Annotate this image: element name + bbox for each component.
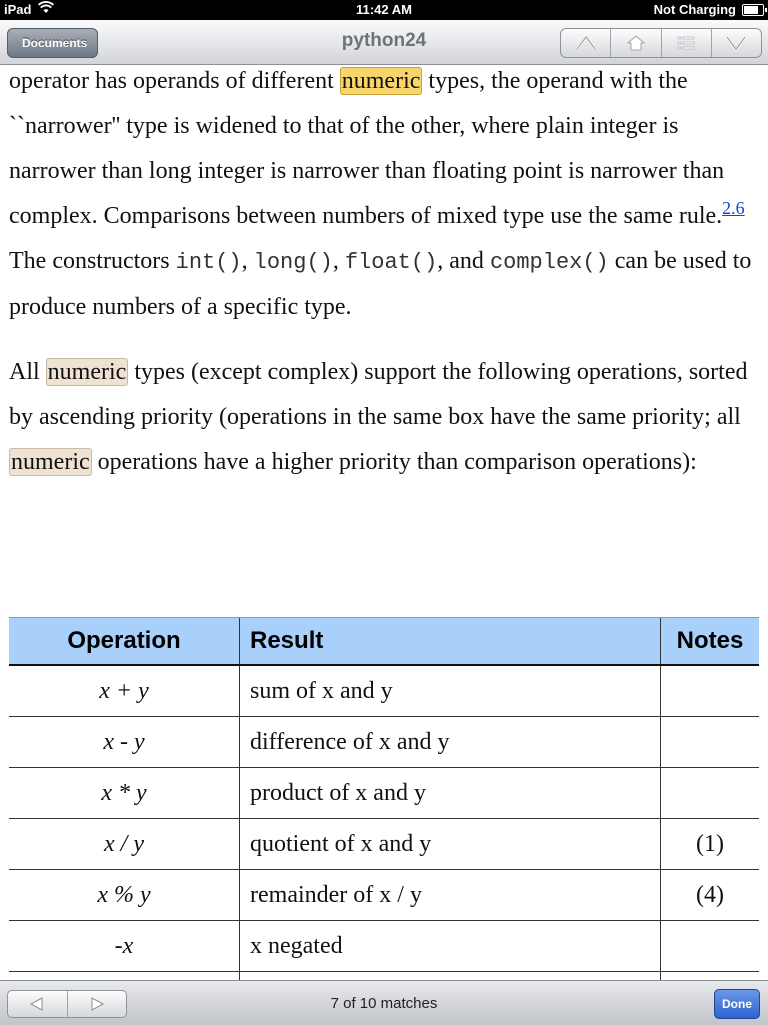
notes-cell: (1)	[661, 819, 760, 870]
clock: 11:42 AM	[356, 2, 412, 17]
notes-cell	[661, 665, 760, 717]
column-header-result: Result	[240, 618, 661, 666]
operation-cell: -x	[9, 921, 240, 972]
table-row	[9, 665, 759, 717]
operation-cell: x % y	[9, 870, 240, 921]
operations-table	[9, 617, 759, 980]
code-int: int()	[175, 250, 242, 275]
table-row	[9, 717, 759, 768]
operation-cell: x / y	[9, 819, 240, 870]
table-row	[9, 819, 759, 870]
notes-cell: (4)	[661, 870, 760, 921]
paragraph-operations-intro: All numeric types (except complex) support the following operations, sorted by ascending priority (operations in the same box have the same priority; all numeric operations have a higher priority than comparison operations):	[9, 359, 748, 475]
table-header-row	[9, 618, 759, 666]
column-header-operation: Operation	[9, 618, 240, 666]
done-button[interactable]: Done	[714, 989, 760, 1019]
find-toolbar	[0, 980, 768, 1025]
notes-cell	[661, 768, 760, 819]
result-cell: product of x and y	[240, 768, 661, 819]
operation-cell: x - y	[9, 717, 240, 768]
result-cell: quotient of x and y	[240, 819, 661, 870]
notes-cell	[661, 921, 760, 972]
status-bar	[0, 0, 768, 20]
search-highlight: numeric	[47, 359, 127, 385]
home-icon[interactable]	[611, 29, 661, 57]
navigation-segmented-control	[560, 28, 762, 58]
match-count: 7 of 10 matches	[330, 995, 438, 1012]
documents-back-button[interactable]: Documents	[7, 28, 98, 58]
paragraph-numeric-conversion: operator has operands of different numeric types, the operand with the ``narrower'' type is widened to that of the other, where plain integer is narrower than long integer is narrower than floating point is narrower than complex. Comparisons between numbers of mixed type use the same rule.$^{2.6}$ The constructors int(), long(), float(), and complex() can be used to produce numbers of a specific type.	[9, 68, 752, 320]
footnote-link[interactable]: 2.6	[722, 198, 745, 218]
code-float: float()	[344, 250, 438, 275]
navigation-bar	[0, 20, 768, 65]
code-complex: complex()	[489, 250, 609, 275]
result-cell: remainder of x / y	[240, 870, 661, 921]
result-cell: x negated	[240, 921, 661, 972]
up-arrow-icon[interactable]	[561, 29, 611, 57]
code-long: long()	[253, 250, 333, 275]
result-cell: sum of x and y	[240, 665, 661, 717]
table-row	[9, 768, 759, 819]
page-title: python24	[341, 30, 427, 51]
charge-status: Not Charging	[653, 2, 736, 17]
result-cell: difference of x and y	[240, 717, 661, 768]
list-icon[interactable]	[662, 29, 712, 57]
column-header-notes: Notes	[661, 618, 760, 666]
device-label: iPad	[4, 2, 32, 17]
operation-cell: x + y	[9, 665, 240, 717]
operation-cell: x * y	[9, 768, 240, 819]
table-row	[9, 972, 759, 981]
table-row	[9, 870, 759, 921]
table-row	[9, 921, 759, 972]
down-arrow-icon[interactable]	[712, 29, 761, 57]
document-content[interactable]	[0, 65, 768, 980]
search-highlight-active: numeric	[341, 68, 421, 94]
search-highlight: numeric	[11, 449, 90, 475]
battery-icon	[742, 4, 764, 16]
notes-cell	[661, 717, 760, 768]
